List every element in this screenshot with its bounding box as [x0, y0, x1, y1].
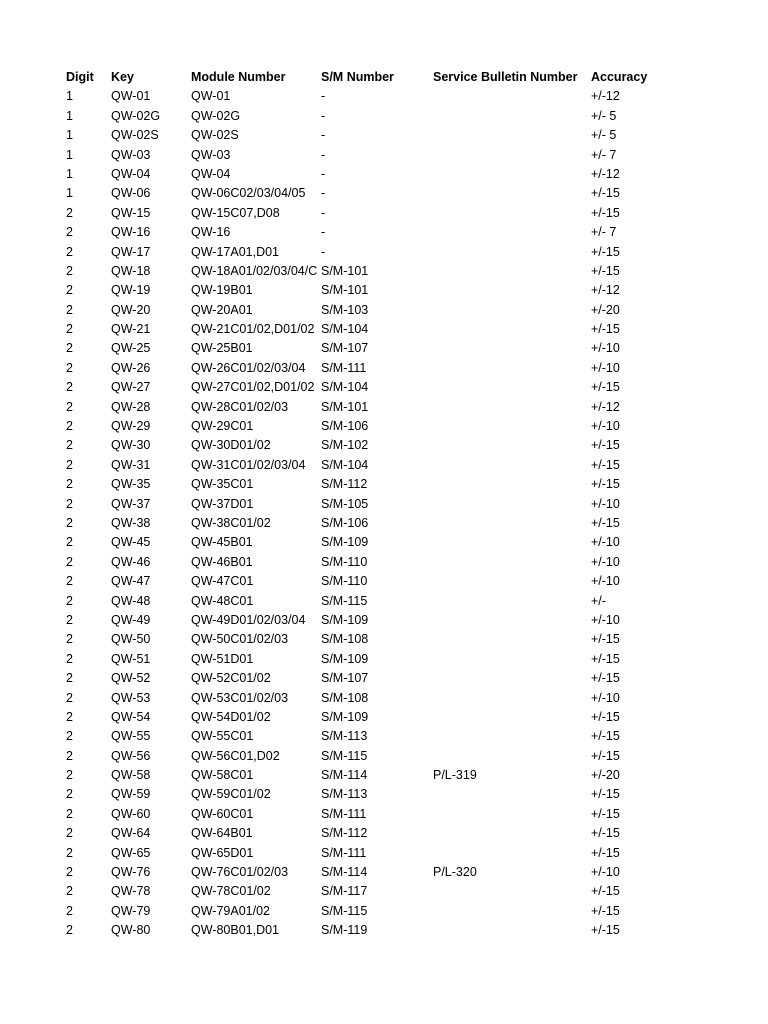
cell-sm: S/M-107	[321, 341, 369, 356]
table-row	[66, 553, 746, 572]
cell-digit: 2	[66, 341, 73, 356]
cell-module: QW-17A01,D01	[191, 244, 280, 259]
cell-digit: 2	[66, 884, 73, 899]
cell-digit: 2	[66, 593, 73, 608]
cell-key: QW-15	[111, 205, 151, 220]
cell-module: QW-79A01/02	[191, 903, 270, 918]
cell-digit: 2	[66, 690, 73, 705]
table-row	[66, 669, 746, 688]
cell-sm: -	[321, 205, 326, 220]
cell-accuracy: +/-15	[591, 457, 620, 472]
cell-digit: 2	[66, 826, 73, 841]
cell-accuracy: +/-15	[591, 477, 620, 492]
cell-accuracy: +/-15	[591, 826, 620, 841]
cell-sm: -	[321, 108, 326, 123]
cell-sm: S/M-115	[321, 748, 368, 763]
cell-sm: S/M-111	[321, 360, 367, 375]
cell-digit: 2	[66, 302, 73, 317]
cell-sm: S/M-109	[321, 651, 369, 666]
cell-accuracy: +/-10	[591, 341, 620, 356]
cell-sm: S/M-117	[321, 884, 368, 899]
cell-key: QW-58	[111, 768, 151, 783]
cell-digit: 2	[66, 263, 73, 278]
cell-accuracy: +/-15	[591, 729, 620, 744]
cell-sm: S/M-103	[321, 302, 369, 317]
cell-module: QW-29C01	[191, 419, 254, 434]
header-key: Key	[111, 70, 134, 84]
cell-accuracy: +/-15	[591, 845, 620, 860]
cell-digit: 2	[66, 632, 73, 647]
cell-sm: S/M-102	[321, 438, 369, 453]
cell-digit: 2	[66, 535, 73, 550]
cell-key: QW-03	[111, 147, 151, 162]
cell-sm: S/M-104	[321, 322, 369, 337]
cell-module: QW-56C01,D02	[191, 748, 280, 763]
cell-sm: S/M-104	[321, 380, 369, 395]
cell-digit: 2	[66, 768, 73, 783]
cell-sm: -	[321, 89, 326, 104]
table-row	[66, 533, 746, 552]
cell-accuracy: +/-10	[591, 690, 620, 705]
cell-sm: -	[321, 147, 326, 162]
cell-accuracy: +/-10	[591, 574, 620, 589]
cell-digit: 2	[66, 574, 73, 589]
table-row	[66, 514, 746, 533]
cell-module: QW-03	[191, 147, 231, 162]
cell-digit: 1	[66, 108, 73, 123]
cell-key: QW-56	[111, 748, 151, 763]
cell-accuracy: +/-20	[591, 768, 620, 783]
cell-key: QW-30	[111, 438, 151, 453]
cell-accuracy: +/- 5	[591, 128, 617, 143]
cell-digit: 2	[66, 477, 73, 492]
table-row	[66, 882, 746, 901]
cell-digit: 2	[66, 651, 73, 666]
cell-sm: S/M-104	[321, 457, 369, 472]
cell-accuracy: +/-10	[591, 360, 620, 375]
cell-sm: S/M-110	[321, 574, 368, 589]
cell-accuracy: +/-15	[591, 438, 620, 453]
cell-key: QW-29	[111, 419, 151, 434]
cell-sm: S/M-110	[321, 554, 368, 569]
cell-sm: S/M-111	[321, 845, 367, 860]
cell-sm: S/M-114	[321, 768, 368, 783]
cell-sm: S/M-108	[321, 632, 369, 647]
cell-accuracy: +/-15	[591, 709, 620, 724]
cell-key: QW-79	[111, 903, 151, 918]
cell-module: QW-78C01/02	[191, 884, 271, 899]
cell-module: QW-18A01/02/03/04/C	[191, 263, 318, 278]
table-row	[66, 572, 746, 591]
cell-module: QW-59C01/02	[191, 787, 271, 802]
cell-digit: 2	[66, 360, 73, 375]
cell-module: QW-64B01	[191, 826, 253, 841]
cell-digit: 1	[66, 186, 73, 201]
cell-module: QW-01	[191, 89, 231, 104]
cell-module: QW-65D01	[191, 845, 254, 860]
cell-digit: 2	[66, 322, 73, 337]
cell-module: QW-02S	[191, 128, 239, 143]
cell-module: QW-53C01/02/03	[191, 690, 289, 705]
cell-sm: -	[321, 166, 326, 181]
cell-key: QW-26	[111, 360, 151, 375]
cell-digit: 2	[66, 806, 73, 821]
cell-key: QW-49	[111, 612, 151, 627]
cell-digit: 1	[66, 147, 73, 162]
table-row	[66, 921, 746, 940]
cell-key: QW-51	[111, 651, 151, 666]
cell-accuracy: +/-15	[591, 322, 620, 337]
cell-module: QW-37D01	[191, 496, 254, 511]
table-row	[66, 805, 746, 824]
cell-sm: S/M-107	[321, 671, 369, 686]
cell-key: QW-38	[111, 515, 151, 530]
table-row	[66, 475, 746, 494]
cell-accuracy: +/-12	[591, 283, 620, 298]
table-row	[66, 495, 746, 514]
table-row	[66, 902, 746, 921]
table-row	[66, 417, 746, 436]
cell-accuracy: +/-15	[591, 903, 620, 918]
cell-module: QW-58C01	[191, 768, 254, 783]
cell-key: QW-54	[111, 709, 151, 724]
cell-accuracy: +/-15	[591, 263, 620, 278]
cell-digit: 2	[66, 225, 73, 240]
table-row	[66, 611, 746, 630]
table-row	[66, 184, 746, 203]
cell-accuracy: +/-12	[591, 399, 620, 414]
table-row	[66, 204, 746, 223]
cell-key: QW-65	[111, 845, 151, 860]
cell-sm: S/M-105	[321, 496, 369, 511]
cell-digit: 2	[66, 865, 73, 880]
cell-bulletin: P/L-320	[433, 865, 477, 880]
cell-key: QW-02G	[111, 108, 161, 123]
table-row	[66, 301, 746, 320]
cell-accuracy: +/- 5	[591, 108, 617, 123]
cell-accuracy: +/-20	[591, 302, 620, 317]
cell-accuracy: +/-10	[591, 535, 620, 550]
table-row	[66, 824, 746, 843]
cell-digit: 2	[66, 923, 73, 938]
cell-sm: S/M-115	[321, 903, 368, 918]
cell-module: QW-04	[191, 166, 231, 181]
cell-digit: 2	[66, 612, 73, 627]
cell-sm: S/M-111	[321, 806, 367, 821]
cell-accuracy: +/-	[591, 593, 606, 608]
table-row	[66, 844, 746, 863]
cell-digit: 2	[66, 438, 73, 453]
cell-key: QW-80	[111, 923, 151, 938]
table-header	[66, 68, 746, 87]
cell-sm: S/M-112	[321, 477, 368, 492]
cell-key: QW-16	[111, 225, 151, 240]
table-row	[66, 863, 746, 882]
cell-key: QW-76	[111, 865, 151, 880]
cell-digit: 2	[66, 205, 73, 220]
cell-sm: S/M-101	[321, 263, 369, 278]
cell-digit: 2	[66, 515, 73, 530]
cell-sm: -	[321, 186, 326, 201]
cell-module: QW-20A01	[191, 302, 253, 317]
cell-key: QW-21	[111, 322, 151, 337]
cell-module: QW-02G	[191, 108, 241, 123]
cell-module: QW-49D01/02/03/04	[191, 612, 306, 627]
cell-key: QW-60	[111, 806, 151, 821]
cell-module: QW-52C01/02	[191, 671, 271, 686]
cell-sm: -	[321, 225, 326, 240]
table-row	[66, 87, 746, 106]
cell-module: QW-15C07,D08	[191, 205, 280, 220]
cell-key: QW-78	[111, 884, 151, 899]
table-row	[66, 146, 746, 165]
cell-key: QW-31	[111, 457, 151, 472]
cell-key: QW-18	[111, 263, 151, 278]
table-row	[66, 359, 746, 378]
cell-key: QW-35	[111, 477, 151, 492]
cell-module: QW-38C01/02	[191, 515, 271, 530]
cell-key: QW-55	[111, 729, 151, 744]
cell-module: QW-60C01	[191, 806, 254, 821]
cell-module: QW-47C01	[191, 574, 254, 589]
cell-sm: -	[321, 128, 326, 143]
cell-module: QW-25B01	[191, 341, 253, 356]
cell-accuracy: +/-12	[591, 89, 620, 104]
cell-sm: S/M-109	[321, 535, 369, 550]
cell-digit: 2	[66, 903, 73, 918]
cell-accuracy: +/-10	[591, 612, 620, 627]
table-row	[66, 339, 746, 358]
cell-module: QW-06C02/03/04/05	[191, 186, 306, 201]
cell-sm: S/M-101	[321, 283, 369, 298]
cell-accuracy: +/- 7	[591, 225, 617, 240]
cell-digit: 1	[66, 128, 73, 143]
table-row	[66, 107, 746, 126]
cell-key: QW-50	[111, 632, 151, 647]
cell-module: QW-26C01/02/03/04	[191, 360, 306, 375]
cell-module: QW-46B01	[191, 554, 253, 569]
cell-module: QW-28C01/02/03	[191, 399, 289, 414]
cell-accuracy: +/-15	[591, 806, 620, 821]
cell-key: QW-59	[111, 787, 151, 802]
cell-key: QW-28	[111, 399, 151, 414]
table-row	[66, 398, 746, 417]
cell-digit: 2	[66, 380, 73, 395]
cell-accuracy: +/-15	[591, 186, 620, 201]
cell-key: QW-37	[111, 496, 151, 511]
header-digit: Digit	[66, 70, 94, 84]
cell-digit: 1	[66, 89, 73, 104]
header-module: Module Number	[191, 70, 286, 84]
cell-digit: 2	[66, 671, 73, 686]
cell-module: QW-51D01	[191, 651, 254, 666]
table-body	[66, 87, 746, 940]
cell-key: QW-06	[111, 186, 151, 201]
cell-digit: 2	[66, 457, 73, 472]
cell-sm: S/M-106	[321, 419, 369, 434]
cell-module: QW-31C01/02/03/04	[191, 457, 306, 472]
table-row	[66, 708, 746, 727]
cell-digit: 2	[66, 554, 73, 569]
cell-key: QW-02S	[111, 128, 159, 143]
cell-accuracy: +/-12	[591, 166, 620, 181]
cell-key: QW-01	[111, 89, 151, 104]
cell-sm: S/M-115	[321, 593, 368, 608]
cell-digit: 2	[66, 845, 73, 860]
module-table	[66, 68, 746, 941]
cell-sm: S/M-113	[321, 787, 368, 802]
table-row	[66, 262, 746, 281]
table-row	[66, 592, 746, 611]
cell-module: QW-50C01/02/03	[191, 632, 289, 647]
cell-accuracy: +/-15	[591, 651, 620, 666]
cell-key: QW-46	[111, 554, 151, 569]
table-row	[66, 785, 746, 804]
cell-module: QW-30D01/02	[191, 438, 271, 453]
cell-accuracy: +/-15	[591, 923, 620, 938]
table-row	[66, 378, 746, 397]
cell-accuracy: +/-15	[591, 244, 620, 259]
cell-key: QW-64	[111, 826, 151, 841]
cell-sm: S/M-114	[321, 865, 368, 880]
cell-accuracy: +/-15	[591, 205, 620, 220]
cell-key: QW-25	[111, 341, 151, 356]
table-row	[66, 456, 746, 475]
header-sm: S/M Number	[321, 70, 394, 84]
cell-key: QW-27	[111, 380, 151, 395]
cell-accuracy: +/-10	[591, 419, 620, 434]
cell-module: QW-48C01	[191, 593, 254, 608]
cell-accuracy: +/-10	[591, 554, 620, 569]
table-row	[66, 630, 746, 649]
cell-accuracy: +/-15	[591, 671, 620, 686]
cell-bulletin: P/L-319	[433, 768, 477, 783]
cell-key: QW-04	[111, 166, 151, 181]
cell-module: QW-21C01/02,D01/02	[191, 322, 315, 337]
cell-module: QW-27C01/02,D01/02	[191, 380, 315, 395]
cell-digit: 1	[66, 166, 73, 181]
cell-key: QW-52	[111, 671, 151, 686]
cell-module: QW-80B01,D01	[191, 923, 280, 938]
cell-key: QW-45	[111, 535, 151, 550]
cell-digit: 2	[66, 496, 73, 511]
cell-accuracy: +/-15	[591, 515, 620, 530]
table-row	[66, 766, 746, 785]
cell-sm: S/M-119	[321, 923, 368, 938]
table-row	[66, 243, 746, 262]
cell-digit: 2	[66, 419, 73, 434]
table-row	[66, 747, 746, 766]
table-row	[66, 320, 746, 339]
cell-key: QW-20	[111, 302, 151, 317]
cell-sm: S/M-112	[321, 826, 368, 841]
header-bulletin: Service Bulletin Number	[433, 70, 578, 84]
cell-accuracy: +/-15	[591, 787, 620, 802]
cell-sm: S/M-113	[321, 729, 368, 744]
table-row	[66, 689, 746, 708]
cell-sm: S/M-109	[321, 612, 369, 627]
cell-accuracy: +/-15	[591, 748, 620, 763]
cell-sm: S/M-101	[321, 399, 369, 414]
table-row	[66, 281, 746, 300]
cell-digit: 2	[66, 748, 73, 763]
cell-digit: 2	[66, 729, 73, 744]
cell-module: QW-55C01	[191, 729, 254, 744]
cell-module: QW-19B01	[191, 283, 253, 298]
cell-accuracy: +/-15	[591, 884, 620, 899]
cell-digit: 2	[66, 709, 73, 724]
header-accuracy: Accuracy	[591, 70, 648, 84]
cell-key: QW-17	[111, 244, 151, 259]
cell-module: QW-54D01/02	[191, 709, 271, 724]
cell-digit: 2	[66, 787, 73, 802]
table-row	[66, 223, 746, 242]
cell-key: QW-47	[111, 574, 151, 589]
cell-accuracy: +/-15	[591, 380, 620, 395]
table-row	[66, 126, 746, 145]
table-row	[66, 165, 746, 184]
table-row	[66, 436, 746, 455]
cell-key: QW-53	[111, 690, 151, 705]
cell-digit: 2	[66, 283, 73, 298]
cell-sm: -	[321, 244, 326, 259]
cell-key: QW-48	[111, 593, 151, 608]
cell-accuracy: +/-15	[591, 632, 620, 647]
cell-accuracy: +/-10	[591, 496, 620, 511]
cell-digit: 2	[66, 244, 73, 259]
cell-sm: S/M-108	[321, 690, 369, 705]
cell-module: QW-76C01/02/03	[191, 865, 289, 880]
cell-accuracy: +/-10	[591, 865, 620, 880]
cell-key: QW-19	[111, 283, 151, 298]
cell-accuracy: +/- 7	[591, 147, 617, 162]
cell-module: QW-45B01	[191, 535, 253, 550]
cell-sm: S/M-106	[321, 515, 369, 530]
cell-sm: S/M-109	[321, 709, 369, 724]
table-row	[66, 650, 746, 669]
table-row	[66, 727, 746, 746]
cell-module: QW-16	[191, 225, 231, 240]
cell-digit: 2	[66, 399, 73, 414]
cell-module: QW-35C01	[191, 477, 254, 492]
